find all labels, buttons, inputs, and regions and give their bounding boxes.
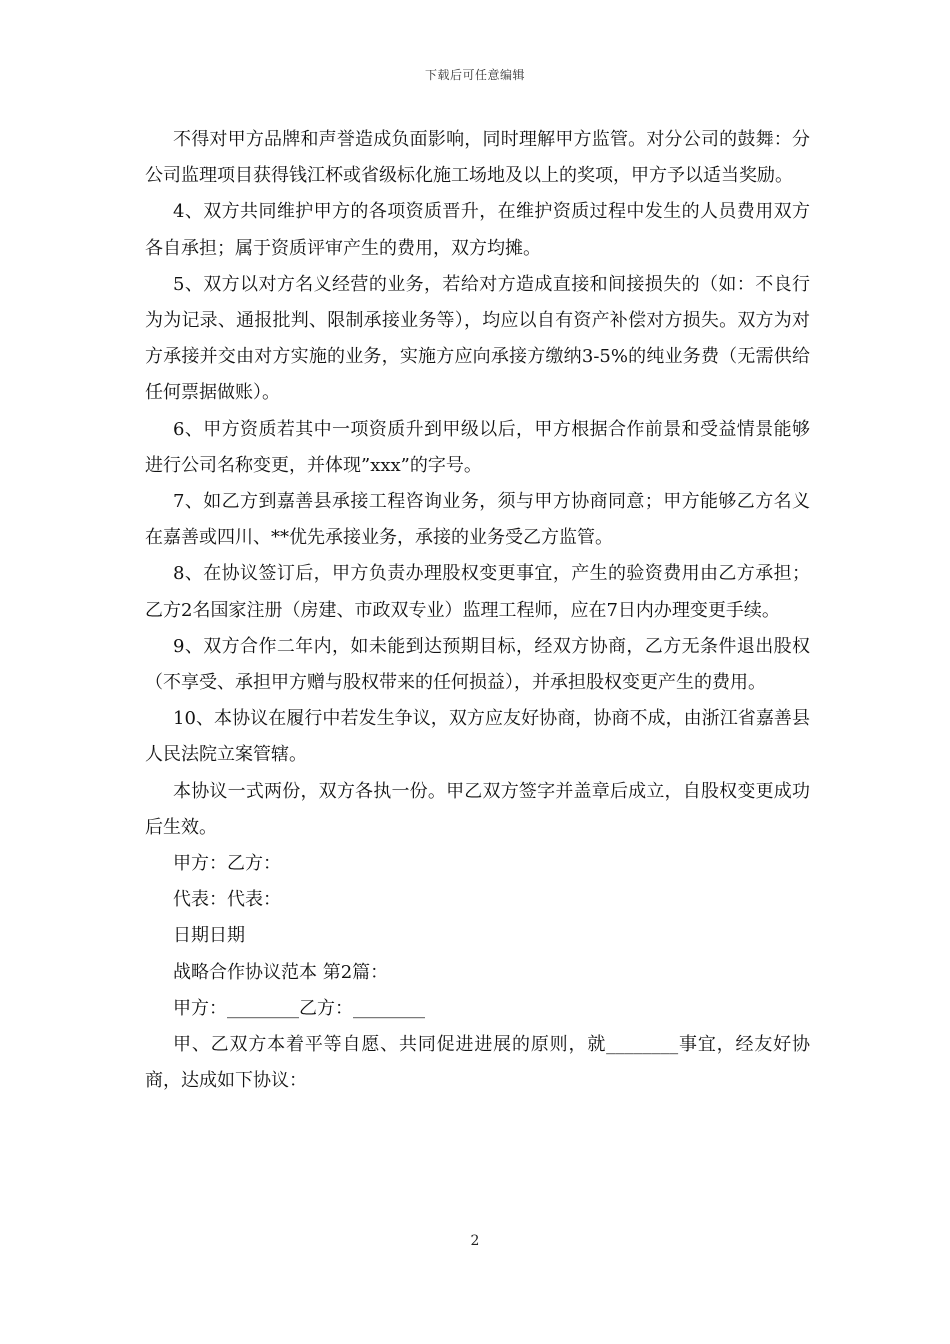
paragraph-intro: 甲、乙双方本着平等自愿、共同促进进展的原则，就________事宜，经友好协商，达成如下协议： bbox=[145, 1034, 810, 1092]
paragraph-2: 4、双方共同维护甲方的各项资质晋升，在维护资质过程中发生的人员费用双方各自承担；属于资质评审产生的费用，双方均摊。 bbox=[145, 201, 810, 259]
page-header: 下载后可任意编辑 bbox=[424, 68, 525, 82]
signature-representative-line: 代表：代表： bbox=[173, 889, 281, 911]
parties-blank-line: 甲方：________乙方：________ bbox=[173, 997, 425, 1019]
paragraph-5: 7、如乙方到嘉善县承接工程咨询业务，须与甲方协商同意；甲方能够乙方名义在嘉善或四川、**优先承接业务，承接的业务受乙方监管。 bbox=[145, 491, 810, 549]
paragraph-8: 10、本协议在履行中若发生争议，双方应友好协商，协商不成，由浙江省嘉善县人民法院立案管辖。 bbox=[145, 708, 810, 766]
paragraph-6: 8、在协议签订后，甲方负责办理股权变更事宜，产生的验资费用由乙方承担；乙方2名国家注册（房建、市政双专业）监理工程师，应在7日内办理变更手续。 bbox=[145, 563, 810, 621]
paragraph-4: 6、甲方资质若其中一项资质升到甲级以后，甲方根据合作前景和受益情景能够进行公司名称变更，并体现”xxx”的字号。 bbox=[145, 418, 810, 476]
page-number: 2 bbox=[470, 1233, 480, 1249]
document-body bbox=[145, 122, 810, 1099]
paragraph-3: 5、双方以对方名义经营的业务，若给对方造成直接和间接损失的（如：不良行为为记录、通报批判、限制承接业务等），均应以自有资产补偿对方损失。双方为对方承接并交由对方实施的业务，实施方应向承接方缴纳3-5%的纯业务费（无需供给任何票据做账）。 bbox=[145, 273, 810, 404]
paragraph-9: 本协议一式两份，双方各执一份。甲乙双方签字并盖章后成立，自股权变更成功后生效。 bbox=[145, 780, 810, 838]
signature-party-line: 甲方：乙方： bbox=[173, 853, 281, 875]
paragraph-1: 不得对甲方品牌和声誉造成负面影响，同时理解甲方监管。对分公司的鼓舞：分公司监理项目获得钱江杯或省级标化施工场地及以上的奖项，甲方予以适当奖励。 bbox=[145, 129, 810, 187]
signature-date-line: 日期日期 bbox=[173, 925, 245, 947]
paragraph-7: 9、双方合作二年内，如未能到达预期目标，经双方协商，乙方无条件退出股权（不享受、承担甲方赠与股权带来的任何损益），并承担股权变更产生的费用。 bbox=[145, 635, 810, 694]
section-title: 战略合作协议范本 第2篇： bbox=[173, 961, 389, 983]
